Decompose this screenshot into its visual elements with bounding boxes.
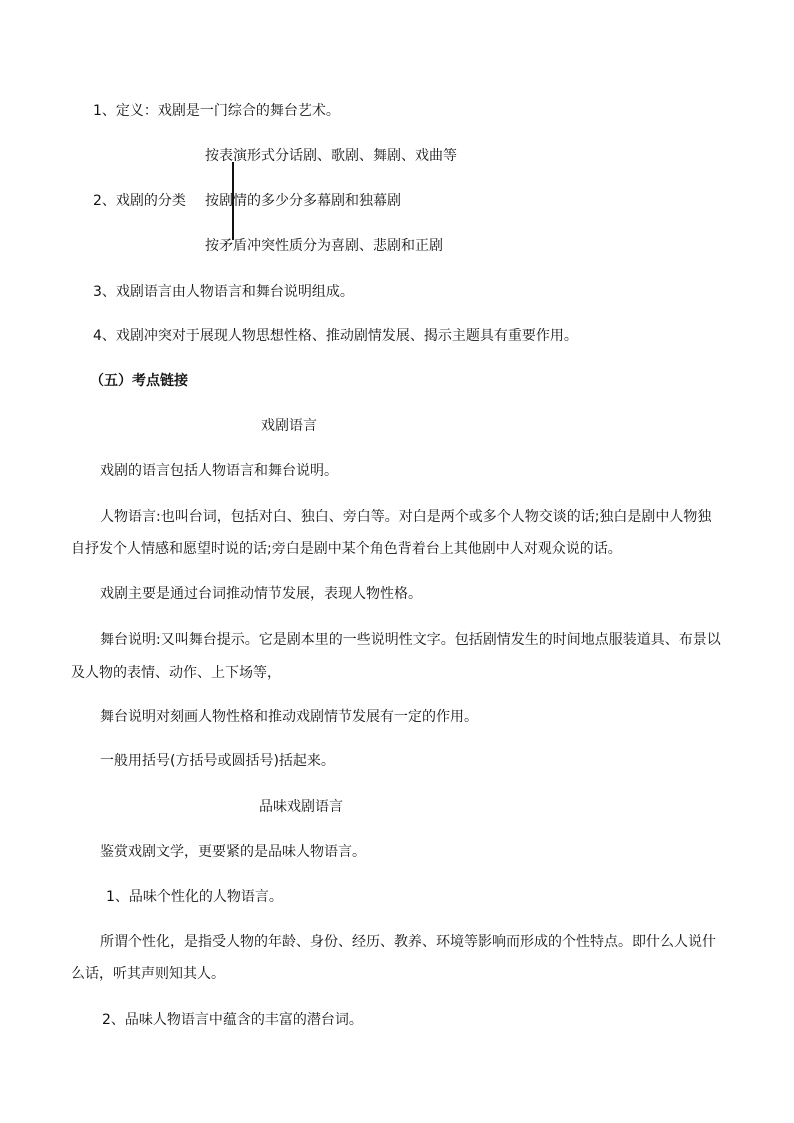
paragraph: 舞台说明:又叫舞台提示。它是剧本里的一些说明性文字。包括剧情发生的时间地点服装道具、布景以 <box>100 632 721 648</box>
paragraph: 舞台说明对刻画人物性格和推动戏剧情节发展有一定的作用。 <box>100 709 478 725</box>
paragraph: 及人物的表情、动作、上下场等， <box>71 665 281 681</box>
paragraph: 人物语言:也叫台词，包括对白、独白、旁白等。对白是两个或多个人物交谈的话;独白是剧中人物独 <box>100 509 712 525</box>
subheading-drama-language: 戏剧语言 <box>261 418 317 434</box>
classification-item: 按矛盾冲突性质分为喜剧、悲剧和正剧 <box>205 238 443 254</box>
paragraph: 戏剧主要是通过台词推动情节发展，表现人物性格。 <box>100 586 422 602</box>
classification-item: 按表演形式分话剧、歌剧、舞剧、戏曲等 <box>205 148 457 164</box>
paragraph: 鉴赏戏剧文学，更要紧的是品味人物语言。 <box>100 844 366 860</box>
classification-item: 按剧情的多少分多幕剧和独幕剧 <box>205 193 401 209</box>
paragraph: 一般用括号(方括号或圆括号)括起来。 <box>100 753 335 769</box>
paragraph: 1、品味个性化的人物语言。 <box>106 889 283 905</box>
item-3-line: 3、戏剧语言由人物语言和舞台说明组成。 <box>93 284 354 300</box>
paragraph: 所谓个性化，是指受人物的年龄、身份、经历、教养、环境等影响而形成的个性特点。即什么人说什 <box>100 934 716 950</box>
classification-label: 2、戏剧的分类 <box>93 193 186 209</box>
subheading-savor-language: 品味戏剧语言 <box>259 799 343 815</box>
paragraph: 戏剧的语言包括人物语言和舞台说明。 <box>100 463 338 479</box>
section-heading: （五）考点链接 <box>90 373 188 389</box>
item-4-line: 4、戏剧冲突对于展现人物思想性格、推动剧情发展、揭示主题具有重要作用。 <box>93 328 578 344</box>
definition-line: 1、定义：戏剧是一门综合的舞台艺术。 <box>93 103 340 119</box>
paragraph: 2、品味人物语言中蕴含的丰富的潜台词。 <box>102 1012 363 1028</box>
paragraph: 么话，听其声则知其人。 <box>71 966 225 982</box>
paragraph: 自抒发个人情感和愿望时说的话;旁白是剧中某个角色背着台上其他剧中人对观众说的话。 <box>71 541 622 557</box>
